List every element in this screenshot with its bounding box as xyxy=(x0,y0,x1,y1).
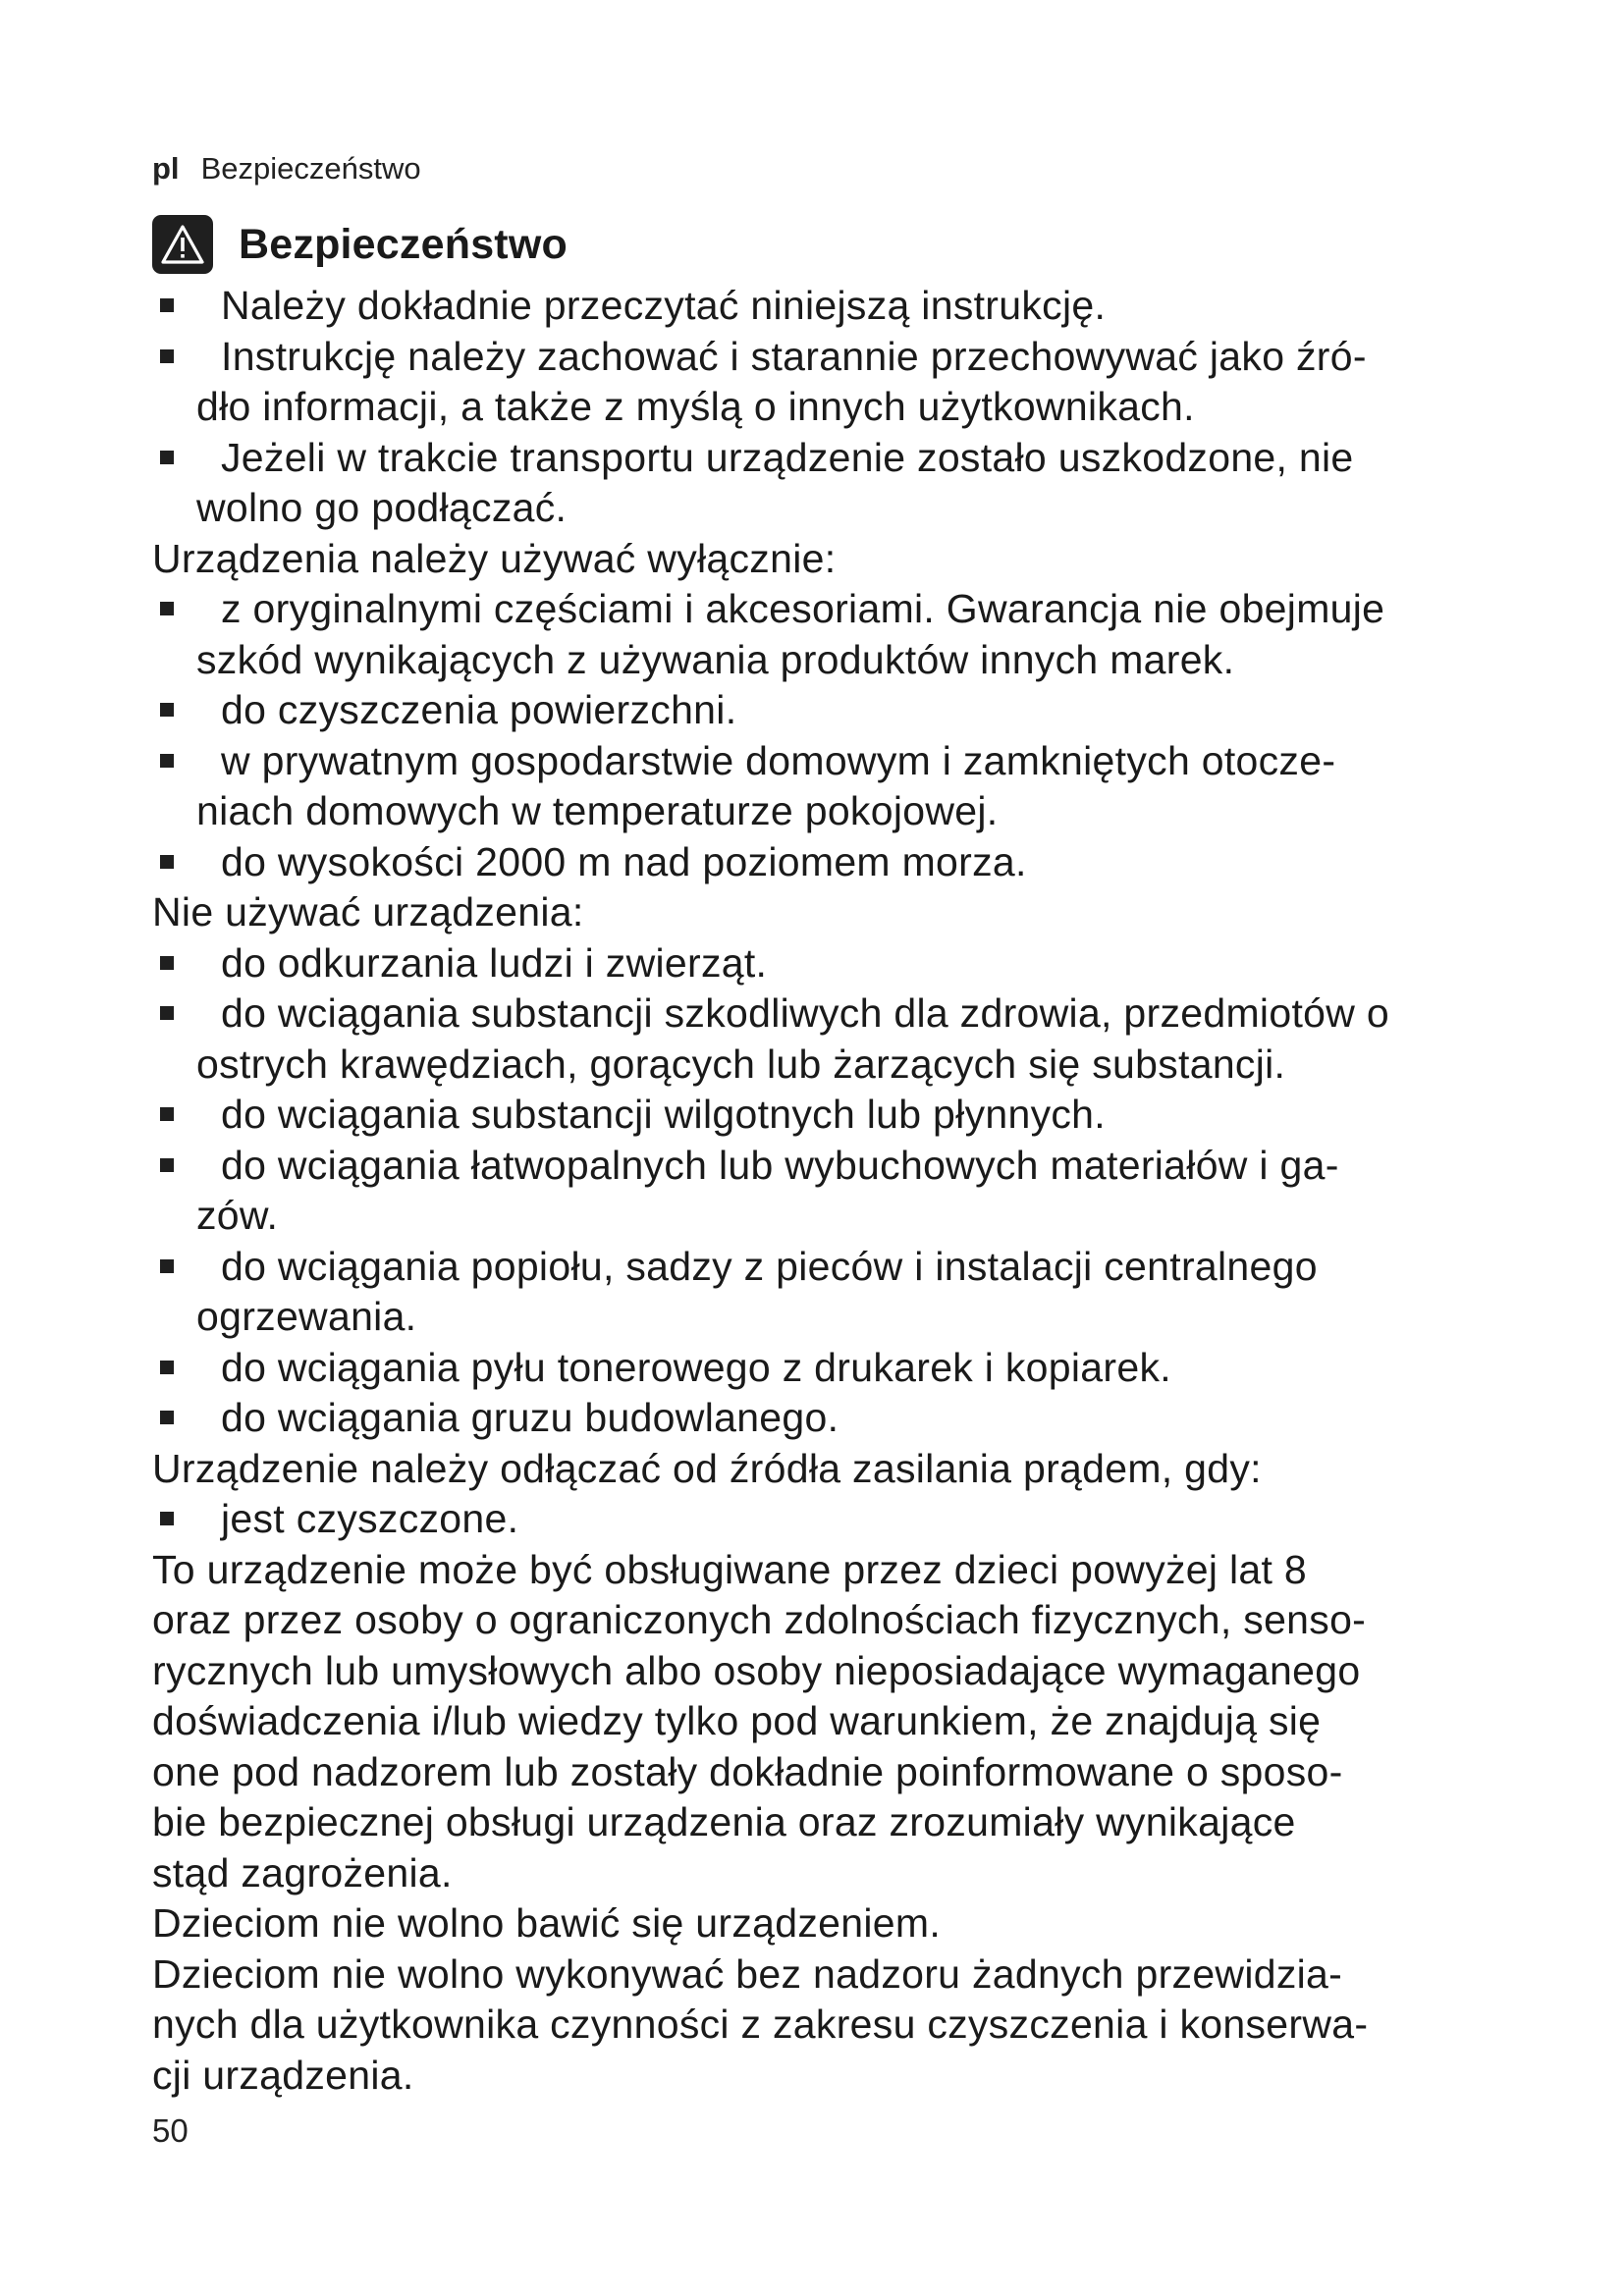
paragraph: Dzieciom nie wolno bawić się urządzeniem. xyxy=(152,1900,942,1946)
item-text-cont: szkód wynikających z używania produktów innych marek. xyxy=(196,636,1235,682)
paragraph: Nie używać urządzenia: xyxy=(152,889,584,934)
bullet-square-icon xyxy=(160,1107,174,1121)
list-item xyxy=(152,736,1546,837)
bullet-square-icon xyxy=(160,1006,174,1020)
paragraph-children-line: stąd zagrożenia. xyxy=(152,1849,453,1896)
bullet-square-icon xyxy=(160,1361,174,1374)
item-text: do odkurzania ludzi i zwierząt. xyxy=(221,939,768,986)
list-item xyxy=(152,281,1546,332)
bullet-square-icon xyxy=(160,298,174,312)
item-text-cont: zów. xyxy=(196,1193,279,1238)
list-item xyxy=(152,433,1546,534)
paragraph-children-line: To urządzenie może być obsługiwane przez dzieci powyżej lat 8 xyxy=(152,1546,1308,1592)
item-text-cont: niach domowych w temperaturze pokojowej. xyxy=(196,788,999,833)
list-item xyxy=(152,1090,1546,1141)
list-item xyxy=(152,837,1546,888)
language-code: pl xyxy=(152,151,180,186)
item-text-cont: dło informacji, a także z myślą o innych użytkownikach. xyxy=(196,384,1195,429)
bullet-square-icon xyxy=(160,956,174,970)
bullet-square-icon xyxy=(160,855,174,869)
item-text: do wysokości 2000 m nad poziomem morza. xyxy=(221,838,1027,884)
warning-icon xyxy=(152,215,213,274)
safety-text xyxy=(152,281,1546,2101)
list-item xyxy=(152,1343,1546,1394)
item-text: do wciągania substancji szkodliwych dla zdrowia, przedmiotów o xyxy=(221,990,1389,1036)
bullet-square-icon xyxy=(160,1259,174,1273)
item-text-cont: ogrzewania. xyxy=(196,1294,417,1339)
item-text: Należy dokładnie przeczytać niniejszą instrukcję. xyxy=(221,283,1107,328)
list-item xyxy=(152,685,1546,736)
item-text: do czyszczenia powierzchni. xyxy=(221,687,737,732)
item-text: do wciągania gruzu budowlanego. xyxy=(221,1395,839,1440)
header-section: Bezpieczeństwo xyxy=(200,151,421,186)
item-text: w prywatnym gospodarstwie domowym i zamkniętych otocze- xyxy=(221,737,1336,783)
paragraph: Urządzenia należy używać wyłącznie: xyxy=(152,535,837,581)
item-text: do wciągania popiołu, sadzy z pieców i instalacji centralnego xyxy=(221,1243,1318,1289)
list-item xyxy=(152,584,1546,685)
paragraph-children-line: bie bezpiecznej obsługi urządzenia oraz zrozumiały wynikające xyxy=(152,1799,1296,1844)
bullet-square-icon xyxy=(160,349,174,363)
list-item xyxy=(152,1141,1546,1242)
list-item xyxy=(152,1494,1546,1545)
item-text: Jeżeli w trakcie transportu urządzenie zostało uszkodzone, nie xyxy=(221,434,1354,480)
bullet-square-icon xyxy=(160,1158,174,1172)
page-number: 50 xyxy=(152,2112,189,2149)
paragraph-supervision-line: Dzieciom nie wolno wykonywać bez nadzoru żadnych przewidzia- xyxy=(152,1950,1343,1997)
section-heading xyxy=(152,211,568,278)
running-header xyxy=(152,147,421,190)
paragraph-supervision-line: cji urządzenia. xyxy=(152,2052,414,2098)
paragraph: Urządzenie należy odłączać od źródła zasilania prądem, gdy: xyxy=(152,1445,1262,1491)
bullet-square-icon xyxy=(160,451,174,464)
list-item xyxy=(152,1393,1546,1444)
item-text: do wciągania łatwopalnych lub wybuchowych materiałów i ga- xyxy=(221,1142,1339,1188)
paragraph-children-line: rycznych lub umysłowych albo osoby nieposiadające wymaganego xyxy=(152,1647,1361,1693)
list-item xyxy=(152,1242,1546,1343)
paragraph-children-line: one pod nadzorem lub zostały dokładnie poinformowane o sposo- xyxy=(152,1748,1343,1794)
bullet-square-icon xyxy=(160,1411,174,1424)
item-text-cont: wolno go podłączać. xyxy=(196,485,568,530)
paragraph-supervision-line: nych dla użytkownika czynności z zakresu czyszczenia i konserwa- xyxy=(152,2002,1369,2047)
item-text: Instrukcję należy zachować i starannie przechowywać jako źró- xyxy=(221,333,1367,379)
list-item xyxy=(152,332,1546,433)
bullet-square-icon xyxy=(160,602,174,615)
paragraph-children-line: oraz przez osoby o ograniczonych zdolnościach fizycznych, senso- xyxy=(152,1597,1367,1642)
paragraph-children-line: doświadczenia i/lub wiedzy tylko pod warunkiem, że znajdują się xyxy=(152,1698,1322,1743)
item-text: jest czyszczone. xyxy=(221,1496,519,1541)
item-text-cont: ostrych krawędziach, gorących lub żarzących się substancji. xyxy=(196,1041,1286,1087)
bullet-square-icon xyxy=(160,703,174,717)
page-title: Bezpieczeństwo xyxy=(239,220,568,268)
list-item xyxy=(152,938,1546,989)
item-text: do wciągania substancji wilgotnych lub płynnych. xyxy=(221,1092,1106,1137)
item-text: z oryginalnymi częściami i akcesoriami. Gwarancja nie obejmuje xyxy=(221,586,1385,631)
list-item xyxy=(152,988,1546,1090)
item-text: do wciągania pyłu tonerowego z drukarek i kopiarek. xyxy=(221,1344,1171,1390)
bullet-square-icon xyxy=(160,754,174,768)
bullet-square-icon xyxy=(160,1512,174,1525)
